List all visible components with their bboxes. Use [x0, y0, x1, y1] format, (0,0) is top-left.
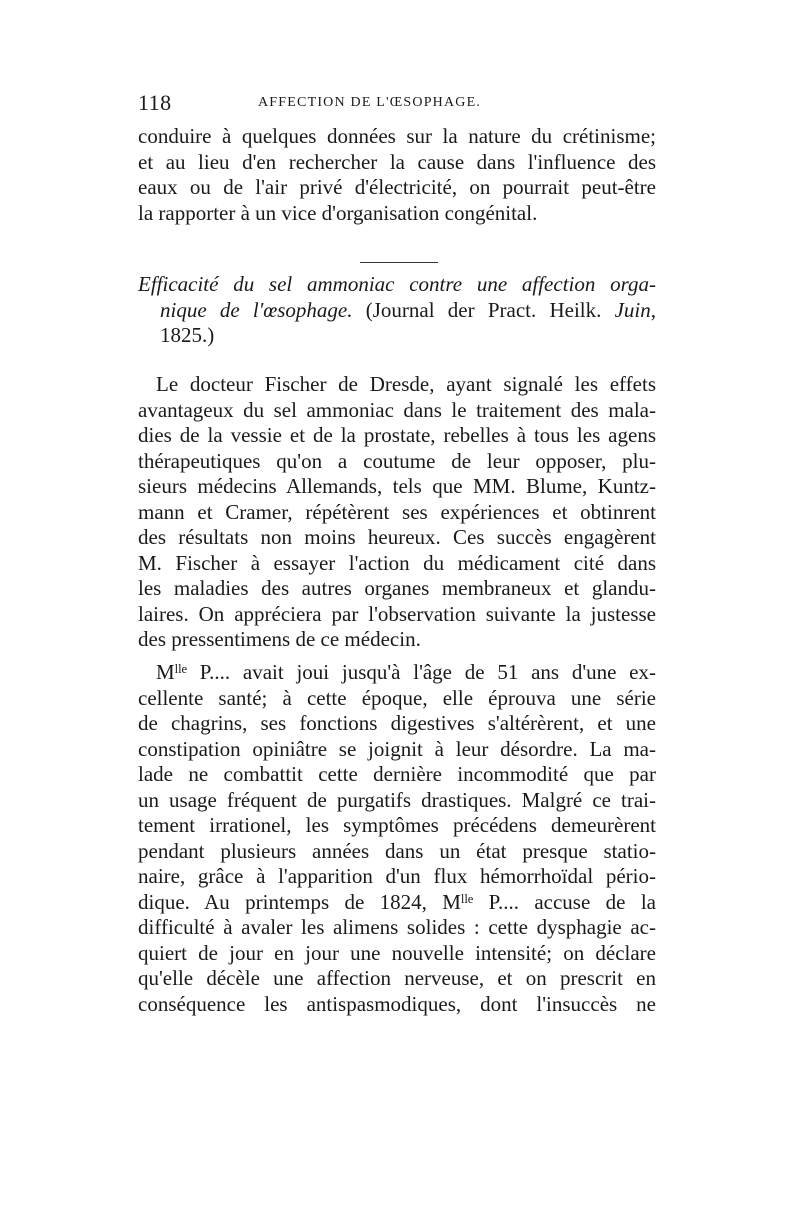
text-line: conduire à quelques données sur la nature du crétinisme; — [138, 124, 656, 148]
text-line: cellente santé; à cette époque, elle éprouva une série — [138, 685, 656, 710]
text-line: tement irrationel, les symptômes précédens demeurèrent — [138, 813, 656, 837]
text-line: les maladies des autres organes membraneux et glandu- — [138, 576, 656, 600]
citation-year: 1825.) — [160, 323, 215, 347]
citation-comma: , — [650, 297, 656, 322]
paragraph-1 — [138, 124, 656, 226]
journal-citation: (Journal der Pract. Heilk. — [352, 297, 615, 322]
paragraph-3 — [138, 660, 656, 1017]
text-line: dies de la vessie et de la prostate, rebelles à tous les agens — [138, 423, 656, 447]
text-line: thérapeutiques qu'on a coutume de leur opposer, plu- — [138, 448, 656, 473]
text-line: et au lieu d'en rechercher la cause dans l'influence des — [138, 149, 656, 174]
citation-month: Juin — [614, 297, 651, 322]
text-line: constipation opiniâtre se joignit à leur désordre. La ma- — [138, 736, 656, 761]
text-line: avantageux du sel ammoniac dans le traitement des mala- — [138, 397, 656, 422]
text-line: Mˡˡᵉ P.... avait joui jusqu'à l'âge de 51 ans d'une ex- — [156, 660, 656, 684]
section-divider — [360, 262, 438, 263]
running-title: AFFECTION DE L'ŒSOPHAGE. — [258, 95, 482, 110]
text-line: qu'elle décèle une affection nerveuse, et on prescrit en — [138, 966, 656, 990]
text-line: Le docteur Fischer de Dresde, ayant signalé les effets — [156, 372, 656, 396]
text-line: quiert de jour en jour une nouvelle intensité; on déclare — [138, 940, 656, 965]
text-line: des résultats non moins heureux. Ces succès engagèrent — [138, 525, 656, 549]
text-line: un usage fréquent de purgatifs drastiques. Malgré ce trai- — [138, 787, 656, 812]
page-header — [138, 90, 653, 120]
text-line: naire, grâce à l'apparition d'un flux hémorrhoïdal pério- — [138, 864, 656, 888]
text-line: des pressentimens de ce médecin. — [138, 627, 421, 651]
title-italic-part: nique de l'œsophage. — [160, 297, 353, 322]
text-line: difficulté à avaler les alimens solides : cette dysphagie ac- — [138, 915, 656, 939]
section-title-line — [138, 298, 656, 324]
section-title — [138, 272, 656, 349]
text-line: conséquence les antispasmodiques, dont l'insuccès ne — [138, 991, 656, 1016]
page-number: 118 — [138, 90, 172, 115]
section-title-line: Efficacité du sel ammoniac contre une affection orga- — [138, 272, 656, 296]
text-line: la rapporter à un vice d'organisation congénital. — [138, 200, 538, 225]
text-line: de chagrins, ses fonctions digestives s'altérèrent, et une — [138, 711, 656, 735]
text-line: sieurs médecins Allemands, tels que MM. Blume, Kuntz- — [138, 474, 656, 498]
text-line: dique. Au printemps de 1824, Mˡˡᵉ P.... accuse de la — [138, 889, 656, 914]
paragraph-2 — [138, 372, 656, 653]
text-line: mann et Cramer, répétèrent ses expériences et obtinrent — [138, 499, 656, 524]
text-line: M. Fischer à essayer l'action du médicament cité dans — [138, 550, 656, 575]
text-line: lade ne combattit cette dernière incommodité que par — [138, 762, 656, 786]
text-line: laires. On appréciera par l'observation suivante la justesse — [138, 601, 656, 626]
text-line: eaux ou de l'air privé d'électricité, on pourrait peut-être — [138, 175, 656, 199]
text-line: pendant plusieurs années dans un état presque statio- — [138, 838, 656, 863]
